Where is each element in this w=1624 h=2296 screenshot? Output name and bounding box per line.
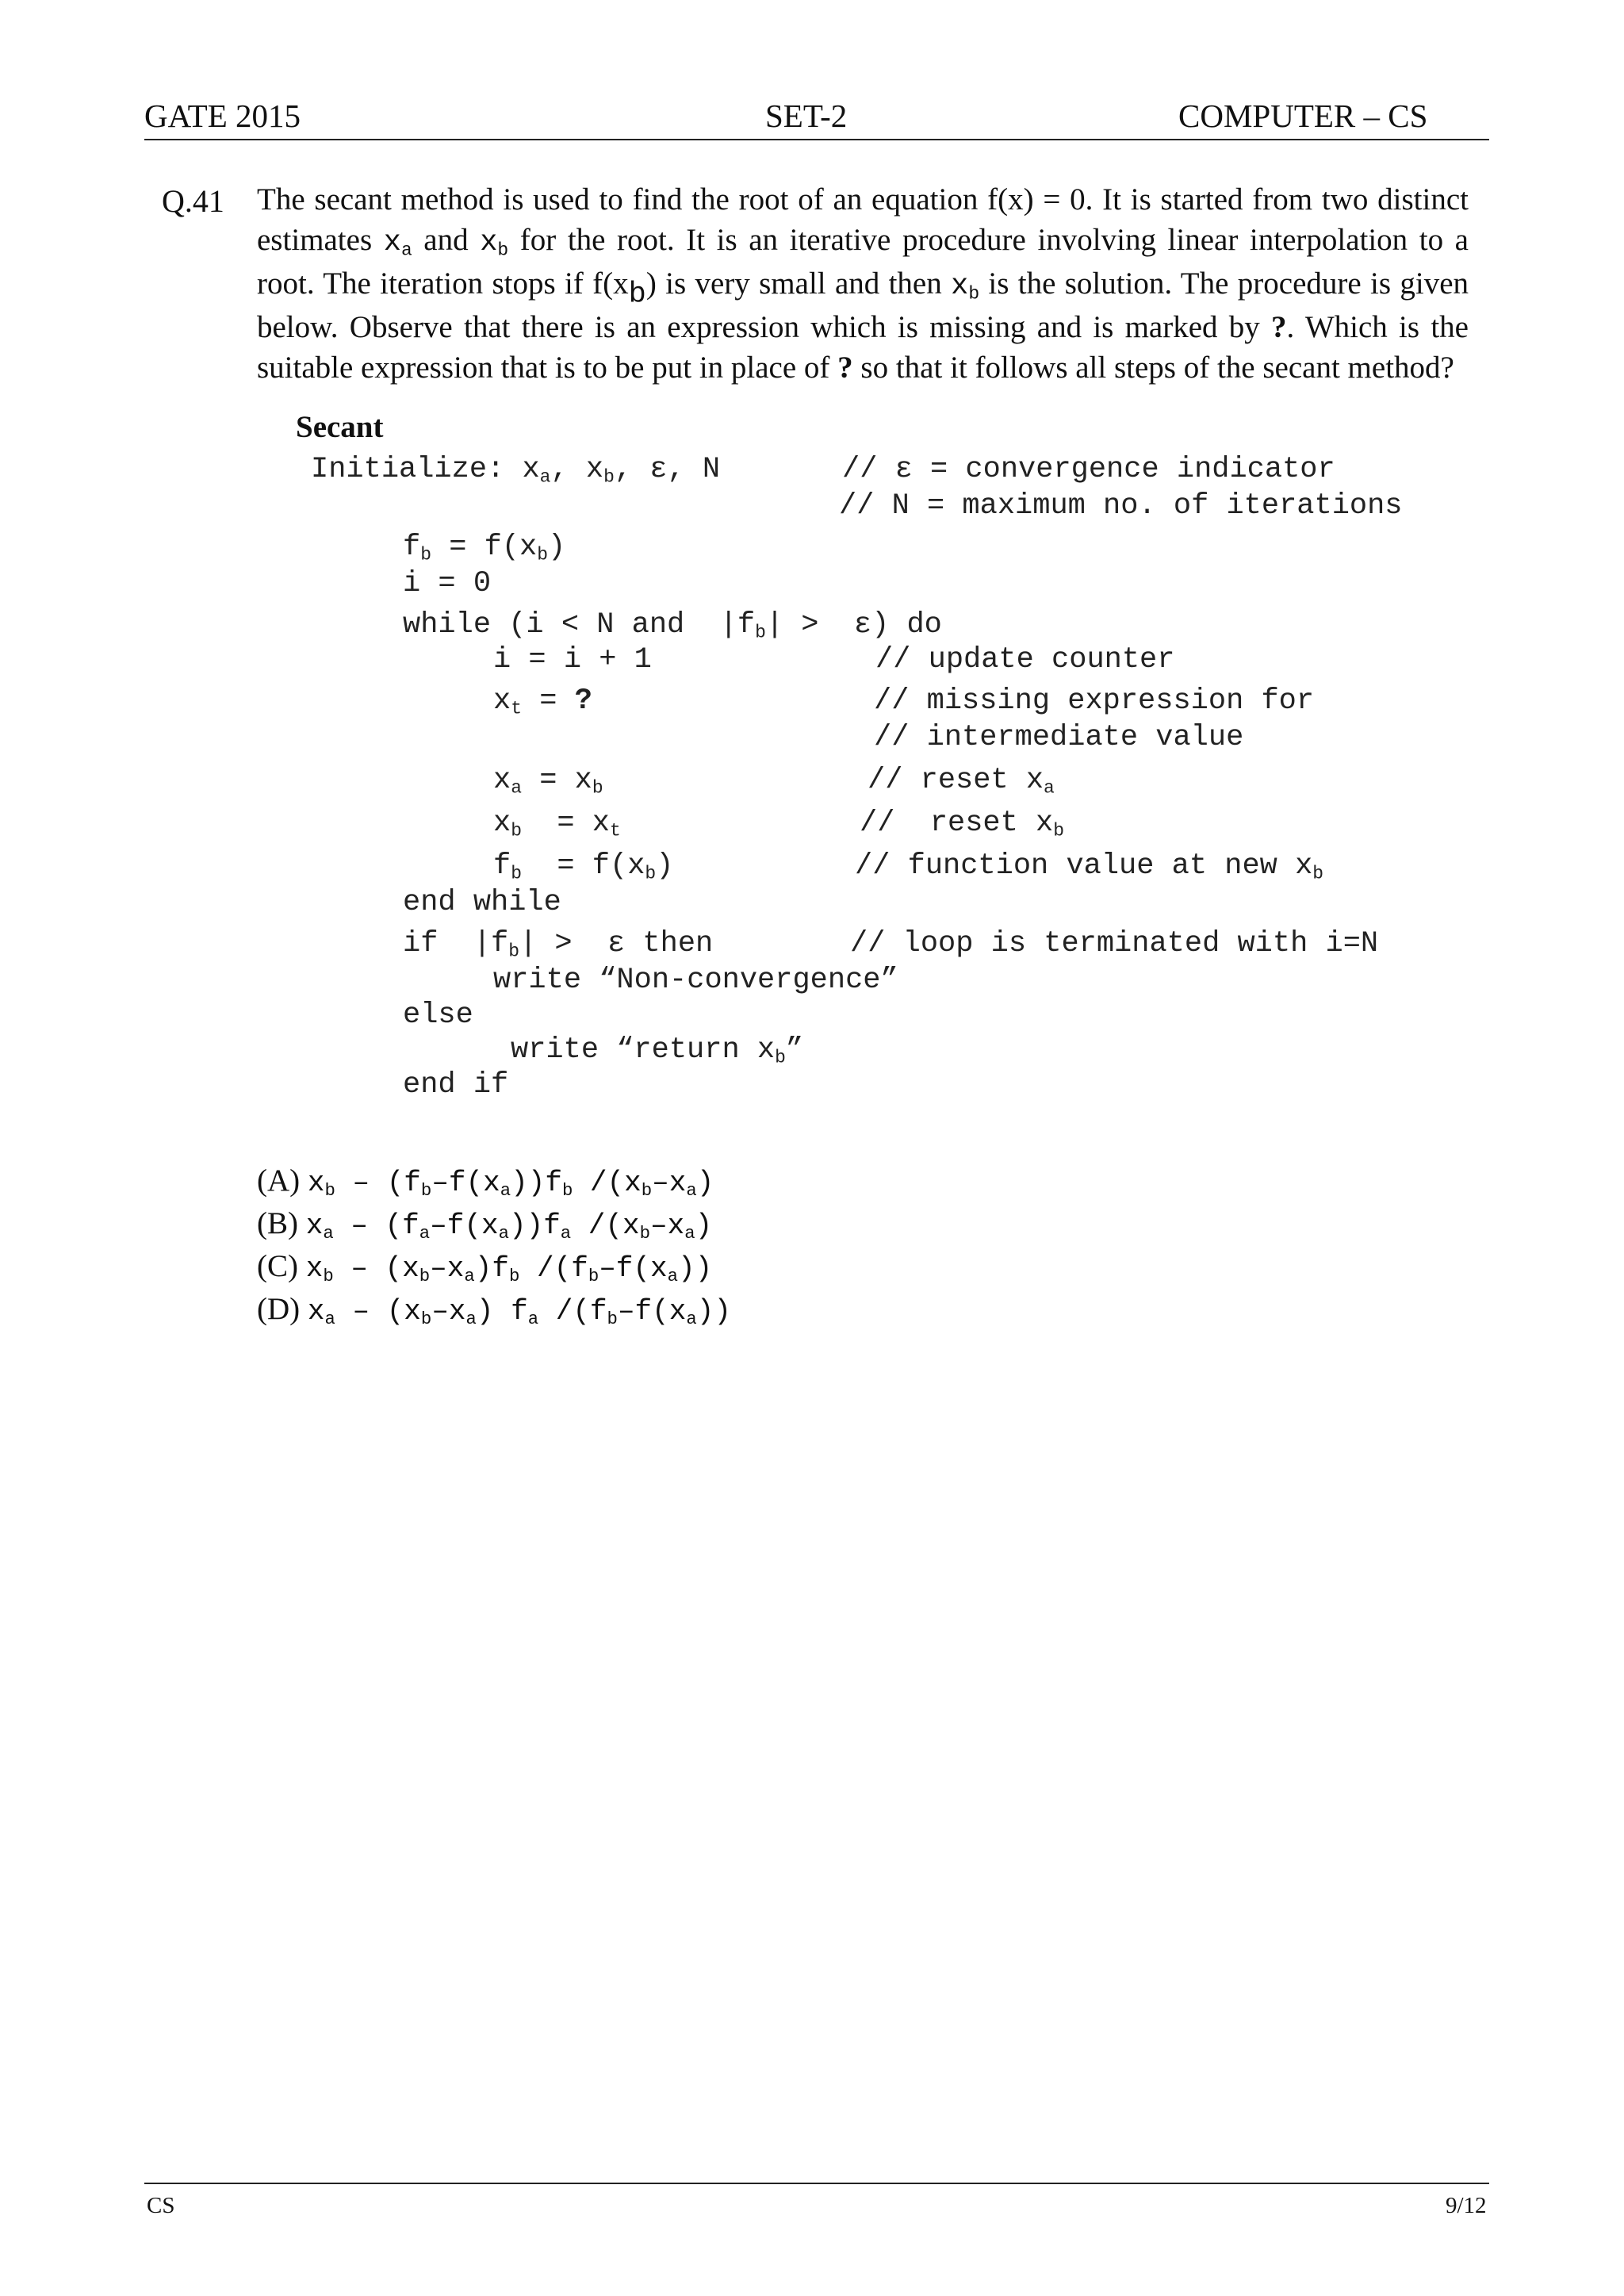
header-set: SET-2 [765, 98, 848, 134]
code-comment-missing: // missing expression for [874, 684, 1315, 718]
option-c[interactable]: (C) $x_b - (x_b-x_a)f_b$ $/(f_b-f(x_a))$ [257, 1249, 713, 1287]
code-comment-n: // N = maximum no. of iterations [839, 489, 1403, 523]
option-d[interactable]: (D) $x_a - (x_b-x_a)$ $f_a$ $/(f_b-f(x_a))$ [257, 1292, 731, 1330]
code-line-else: else [403, 999, 473, 1032]
footer-subject-code: CS [147, 2193, 175, 2218]
code-line-xb-reset: $x_b = x_t$ [493, 807, 621, 841]
code-comment-reset-xa: // reset $x_a$ [868, 764, 1055, 799]
code-line-fb-update: $f_b = f(x_b)$ [493, 849, 674, 884]
header-subject: COMPUTER – CS [1178, 98, 1428, 134]
header-exam-title: GATE 2015 [144, 98, 301, 134]
page-number: 9/12 [1446, 2193, 1487, 2218]
option-b[interactable]: (B) $x_a - (f_a-f(x_a))f_a$ $/(x_b-x_a)$ [257, 1206, 713, 1244]
option-a[interactable]: (A) $x_b - (f_b-f(x_a))f_b$ $/(x_b-x_a)$ [257, 1163, 714, 1202]
footer-divider [144, 2183, 1489, 2184]
code-comment-reset-xb: // reset $x_b$ [860, 807, 1065, 841]
code-comment-update: // update counter [875, 643, 1175, 677]
code-line-write-nonconvergence: write “Non-convergence” [493, 964, 898, 997]
code-line-end-if: end if [403, 1068, 509, 1102]
code-comment-loop-terminated: // loop is terminated with i=N [850, 927, 1379, 960]
code-line-write-return: write “return $x_b$” [511, 1033, 804, 1068]
code-comment-function-value: // function value at new $x_b$ [855, 849, 1324, 884]
header-divider [144, 139, 1489, 140]
code-line-xt: $x_t$ = ? [493, 684, 592, 719]
code-line-fb-init: $f_b = f(x_b)$ [403, 531, 566, 565]
code-line-if: if $|f_b| > \varepsilon$ then [403, 927, 714, 962]
code-line-increment: i = i + 1 [493, 643, 652, 677]
code-line-end-while: end while [403, 886, 561, 919]
code-line-i-init: i = 0 [403, 567, 492, 600]
code-line-xa-reset: $x_a = x_b$ [493, 764, 603, 799]
question-text: The secant method is used to find the root of an equation f(x) = 0. It is started from two distinct estimates $x_a$ and $x_b$ for the root. It is an iterative procedure involving linear interpolation to a root. The iteration stops if $f(x_b)$ is very small and then $x_b$ is the solution. The procedure is given below. Observe that there is an expression which is missing and is marked by ?. Which is the suitable expression that is to be put in place of ? so that it follows all steps of the secant method? [257, 182, 1469, 385]
code-comment-intermediate: // intermediate value [874, 721, 1244, 754]
question-number: Q.41 [162, 183, 224, 219]
code-comment-epsilon: // ε = convergence indicator [842, 453, 1335, 486]
algorithm-title: Secant [296, 410, 384, 444]
code-line-initialize: Initialize: $x_a$, $x_b$, ε, N [311, 453, 721, 488]
code-line-while: while (i < N and $|f_b| > \varepsilon$) do [403, 608, 942, 643]
